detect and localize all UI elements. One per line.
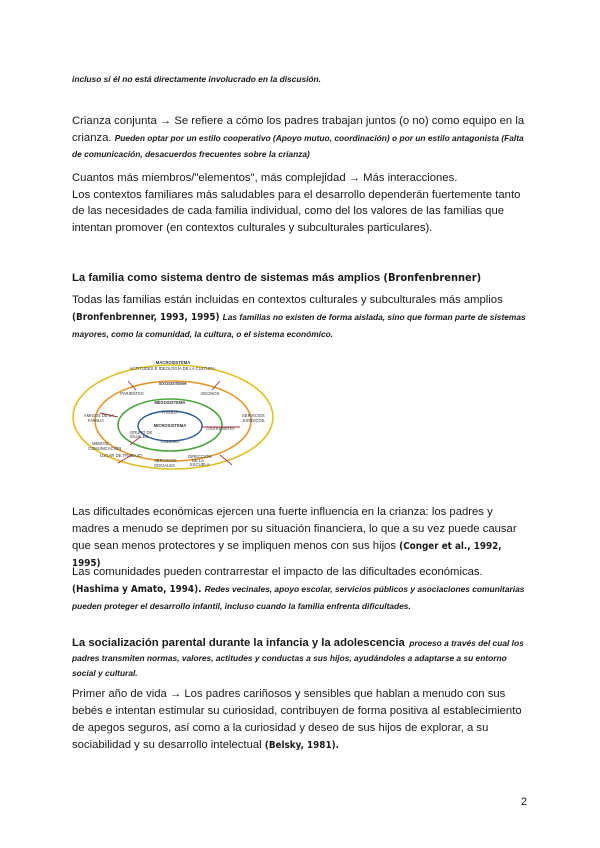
label-colegio: COLEGIO [160, 439, 180, 444]
paragraph-continuation [72, 69, 528, 87]
label-macrosystem: MACROSISTEMA [155, 360, 191, 365]
section-heading-family-system [72, 271, 528, 284]
paragraph-economic [72, 504, 528, 572]
label-mesosystem: MESOSISTEMA [154, 400, 186, 405]
socialization-note: proceso a través del cual los padres transmiten normas, valores, actitudes y conductas a sus hijos, ayudándoles a adaptarse a su entorno social y cultural. [72, 638, 524, 678]
paragraph-complexity [72, 170, 528, 236]
healthy-contexts-text: Los contextos familiares más saludables para el desarrollo dependerán fuertemente tanto de las necesidades de cada familia individual, como del los valores de las familias que intentan promover (en contextos culturales y subculturales particulares). [72, 188, 521, 234]
economic-text: Las dificultades económicas ejercen una fuerte influencia en la crianza: los padres y madres a menudo se deprimen por su situación financiera, lo que a su vez puede causar que sean menos protectores y se impliquen menos con sus hijos [72, 506, 517, 552]
contexts-citation: (Bronfenbrenner, 1993, 1995) [72, 311, 220, 323]
label-juridicos-2: JURÍDICOS [242, 418, 265, 423]
ecological-systems-diagram [70, 355, 280, 475]
contexts-note: Las familias no existen de forma aislada, sino que forman parte de sistemas mayores, como la comunidad, la cultura, o el sistema económico. [72, 311, 526, 339]
heading-text: La familia como sistema dentro de sistemas más amplios [72, 272, 381, 284]
label-trabajo: LUGAR DE TRABAJO [100, 453, 142, 458]
label-juridicos-1: SERVICIOS [242, 413, 265, 418]
label-medios-1: MEDIOS [92, 441, 109, 446]
heading-author: (Bronfenbrenner) [383, 271, 482, 284]
section-heading-socialization [72, 635, 528, 680]
label-exosystem: EXOSISTEMA [159, 381, 187, 386]
label-direccion-3: ESCUELA [190, 462, 210, 467]
label-vecinos: VECINOS [200, 391, 220, 396]
economic-citation: (Conger et al., 1992, 1995) [72, 541, 502, 569]
label-macro-sub: ACTITUDES E IDEOLOGÍA DE LA CULTURA. [129, 366, 217, 371]
page-number: 2 [520, 796, 527, 808]
paragraph-coparenting [72, 113, 528, 163]
communities-citation: (Hashima y Amato, 1994). [72, 583, 202, 595]
label-grupo-1: GRUPO DE [130, 430, 153, 435]
first-year-text: Primer año de vida → Los padres cariñosos y sensibles que hablan a menudo con sus bebés e intentan estimular su curiosidad, contribuyen de forma positiva al establecimiento de apegos seguros, así como a la curiosidad y deseo de sus hijos de explorar, a su sociabilidad y su desarrollo intelectual [72, 688, 522, 751]
communities-note: Redes vecinales, apoyo escolar, servicios públicos y asociaciones comunitarias pueden proteger el desarrollo infantil, incluso cuando la familia enfrenta dificultades. [72, 583, 525, 611]
label-medios-2: COMUNICACIÓN [88, 446, 122, 451]
label-parientes: PARIENTES [120, 391, 144, 396]
complexity-line: Cuantos más miembros/"elementos", más complejidad → Más interacciones. [72, 172, 458, 184]
contexts-text: Todas las familias están incluidas en contextos culturales y subculturales más amplios [72, 294, 503, 306]
label-grupo-2: IGUALES [130, 434, 149, 439]
coparenting-note: Pueden optar por un estilo cooperativo (Apoyo mutuo, coordinación) o por un estilo antagonista (Falta de comunicación, desacuerdos frecuentes sobre la crianza) [72, 132, 524, 159]
paragraph-first-year [72, 686, 528, 754]
label-direccion-2: DE LA [192, 458, 205, 463]
label-direccion-1: DIRECCIÓN [188, 454, 212, 459]
label-familia: FAMILIA [161, 410, 179, 415]
first-year-citation: (Belsky, 1981). [264, 740, 339, 751]
label-servicios-1: SERVICIOS [154, 458, 177, 463]
paragraph-communities [72, 564, 528, 615]
heading-text: La socialización parental durante la infancia y la adolescencia [72, 637, 405, 649]
label-amigos-1: AMIGOS DE LA [84, 413, 115, 418]
label-amigos-2: FAMILIA [88, 418, 105, 423]
label-microsystem: MICROSISTEMA [153, 423, 187, 428]
continuation-note: incluso si él no está directamente involucrado en la discusión. [72, 74, 321, 84]
label-servicios-2: SOCIALES [154, 463, 175, 468]
paragraph-contexts [72, 292, 528, 343]
communities-text: Las comunidades pueden contrarrestar el impacto de las dificultades económicas. [72, 566, 483, 578]
label-contrapartes: CONTRAPARTES [206, 427, 235, 431]
coparenting-text: Crianza conjunta → Se refiere a cómo los padres trabajan juntos (o no) como equipo en la crianza. [72, 115, 525, 144]
